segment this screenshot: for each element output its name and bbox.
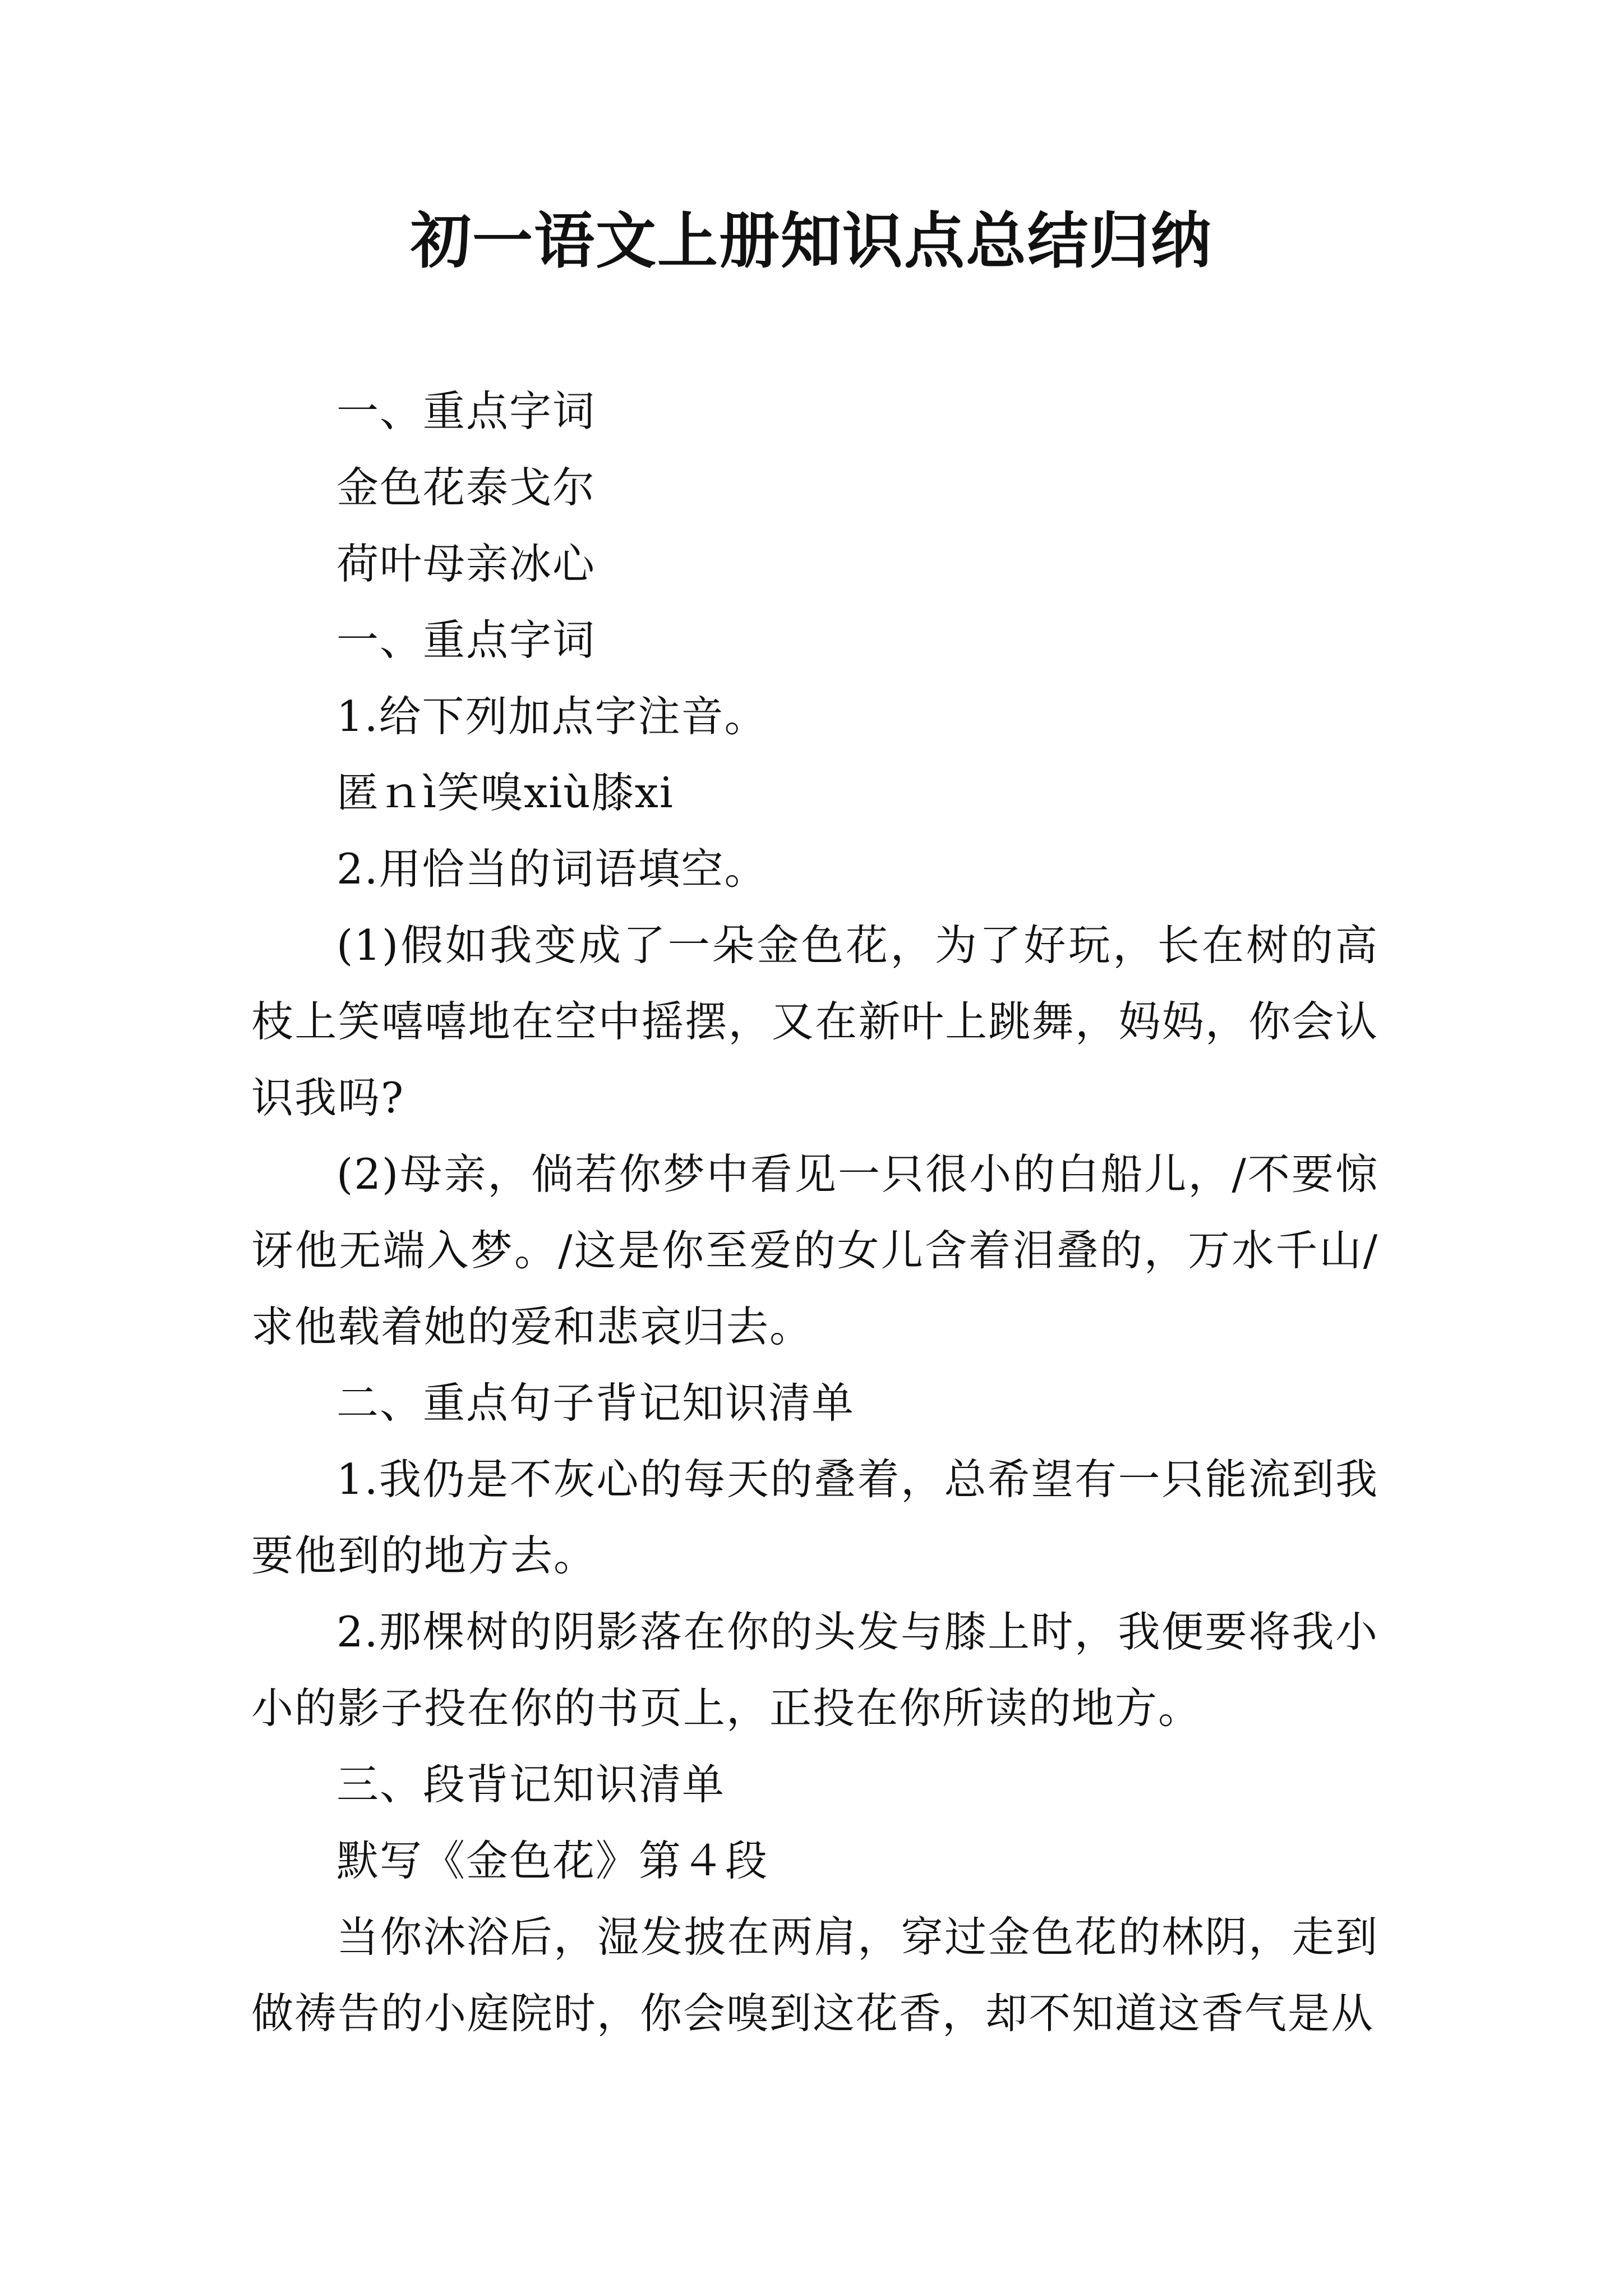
section-heading: 二、重点句子背记知识清单 bbox=[336, 1378, 855, 1428]
section-heading: 三、段背记知识清单 bbox=[336, 1760, 726, 1809]
exercise-item: 1.给下列加点字注音。 bbox=[336, 692, 768, 741]
document-title: 初一语文上册知识点总结归纳 bbox=[410, 206, 1212, 277]
pinyin-line: 匿ｎì笑嗅xiù膝xi bbox=[336, 768, 674, 817]
document-body bbox=[251, 373, 1378, 2051]
exercise-item: 2.用恰当的词语填空。 bbox=[336, 844, 768, 894]
paragraph: 1.我仍是不灰心的每天的叠着，总希望有一只能流到我要他到的地方去。 bbox=[251, 1455, 1378, 1580]
paragraph: 当你沐浴后，湿发披在两肩，穿过金色花的林阴，走到做祷告的小庭院时，你会嗅到这花香，却不知道这香气是从 bbox=[251, 1912, 1378, 2038]
text-line: 荷叶母亲冰心 bbox=[336, 539, 596, 588]
text-line: 默写《金色花》第４段 bbox=[336, 1836, 769, 1885]
text-line: 金色花泰戈尔 bbox=[336, 463, 596, 512]
heading-key-words-repeat: 一、重点字词 bbox=[336, 615, 596, 665]
paragraph: (2)母亲，倘若你梦中看见一只很小的白船儿，/不要惊讶他无端入梦。/这是你至爱的女儿含着泪叠的，万水千山/求他载着她的爱和悲哀归去。 bbox=[251, 1149, 1378, 1351]
paragraph: (1)假如我变成了一朵金色花，为了好玩，长在树的高枝上笑嘻嘻地在空中摇摆，又在新叶上跳舞，妈妈，你会认识我吗? bbox=[251, 921, 1378, 1122]
paragraph: 2.那棵树的阴影落在你的头发与膝上时，我便要将我小小的影子投在你的书页上，正投在你所读的地方。 bbox=[251, 1607, 1378, 1733]
heading-key-words: 一、重点字词 bbox=[336, 386, 596, 436]
